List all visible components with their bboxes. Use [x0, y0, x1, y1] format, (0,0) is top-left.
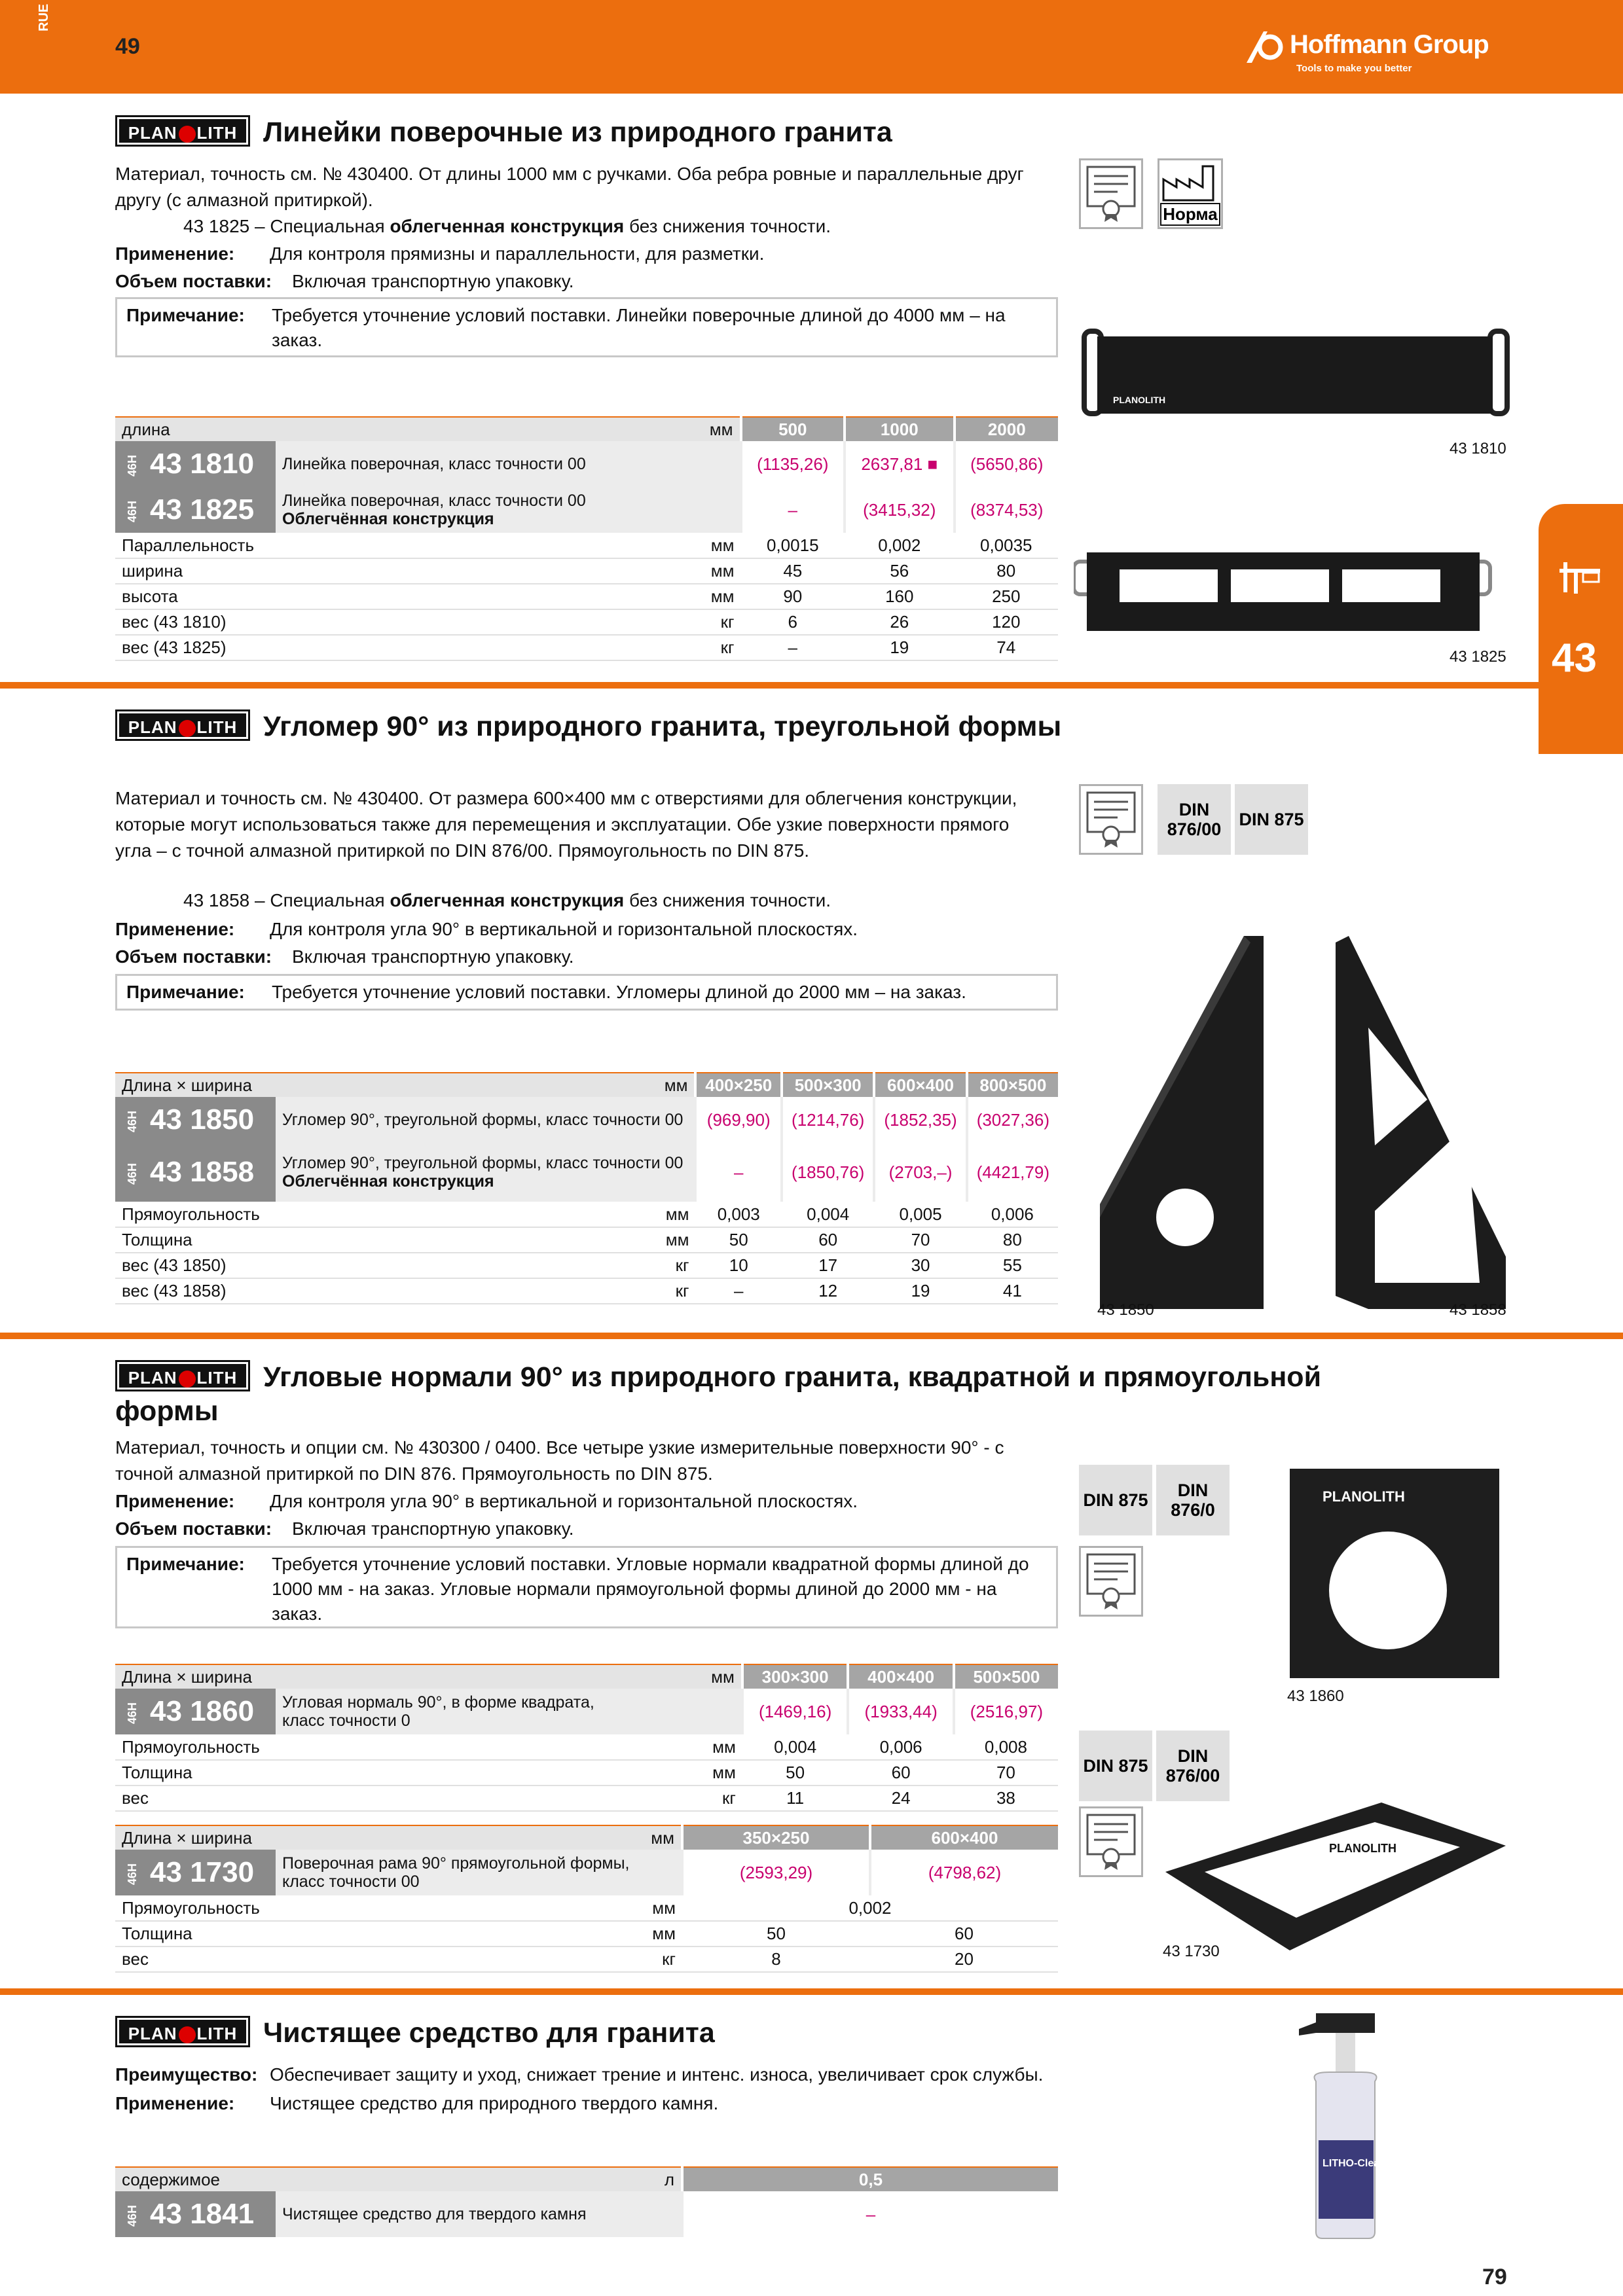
spec-value: 50 [742, 1760, 848, 1785]
price-cell[interactable]: – [682, 2191, 1058, 2237]
product-desc [276, 1689, 742, 1734]
section-3-use [115, 1488, 858, 1515]
article-number: 43 1860 [150, 1695, 255, 1727]
spec-label: вес [115, 1946, 591, 1972]
section-1-note [115, 297, 1058, 357]
article-cell[interactable] [115, 1689, 276, 1734]
section-divider [0, 1988, 1623, 1995]
section-divider [0, 1333, 1623, 1339]
supply-text: Включая транспортную упаковку. [292, 1518, 574, 1539]
section-2-note [115, 974, 1058, 1011]
spec-unit: мм [649, 558, 741, 584]
spec-unit: кг [591, 1946, 682, 1972]
size-col: 2000 [955, 417, 1058, 441]
article-cell[interactable] [115, 2191, 276, 2237]
header-unit: мм [591, 1825, 682, 1850]
advantage-label: Преимущество: [115, 2064, 258, 2085]
din-badge: DIN 875 [1235, 784, 1308, 855]
spec-label: вес (43 1810) [115, 609, 649, 635]
size-col: 1000 [845, 417, 954, 441]
spec-row [115, 1734, 1058, 1760]
spec-label: Прямоугольность [115, 1734, 651, 1760]
frame-granite-image-431730 [1159, 1793, 1512, 1964]
product-code: 46H [126, 1702, 139, 1724]
spec-value: 24 [848, 1785, 953, 1811]
price-cell[interactable]: (2593,29) [682, 1850, 870, 1895]
size-col: 500×300 [782, 1073, 874, 1097]
image-caption: 43 1810 [1450, 440, 1506, 457]
price-cell[interactable]: (8374,53) [955, 487, 1058, 533]
product-row[interactable] [115, 441, 1058, 487]
spec-value: 38 [954, 1785, 1058, 1811]
spec-label: Толщина [115, 1921, 591, 1946]
section-2-intro: Материал и точность см. № 430400. От размера 600×400 мм с отверстиями для облегчения конструкции, которые могут использоваться также для перемещения и эксплуатации. Обе узкие поверхности прямого угла – с точной алмазной притиркой по DIN 876/00. Прямоугольность по DIN 875. [115, 788, 1017, 861]
product-desc-line2: класс точности 00 [282, 1873, 420, 1891]
article-number: 43 1841 [150, 2198, 255, 2230]
product-row[interactable] [115, 1689, 1058, 1734]
product-desc [276, 1143, 695, 1202]
spec-value: 120 [955, 609, 1058, 635]
article-cell[interactable] [115, 1097, 276, 1143]
spec-row [115, 1278, 1058, 1304]
price-cell[interactable]: – [695, 1143, 782, 1202]
spec-value: 70 [874, 1227, 966, 1253]
product-desc: Угломер 90°, треугольной формы, класс точности 00 [276, 1097, 695, 1143]
square-granite-image-431860 [1283, 1460, 1506, 1695]
spec-label: вес (43 1850) [115, 1253, 604, 1278]
spec-value: 70 [954, 1760, 1058, 1785]
use-label: Применение: [115, 2093, 235, 2113]
note-text: Требуется уточнение условий поставки. Линейки поверочные длиной до 4000 мм – на заказ. [272, 305, 1006, 350]
planolith-badge: PLAN LITH [115, 709, 250, 741]
planolith-badge: PLAN LITH [115, 1360, 250, 1391]
spec-value: 0,004 [742, 1734, 848, 1760]
article-number: 43 1810 [150, 448, 255, 480]
section-2-use [115, 916, 858, 942]
spec-value: 0,0035 [955, 533, 1058, 558]
din-badge: DIN 876/0 [1156, 1465, 1230, 1535]
price-cell[interactable]: (3027,36) [967, 1097, 1058, 1143]
factory-norm-icon [1158, 158, 1223, 229]
price-cell[interactable]: (1850,76) [782, 1143, 874, 1202]
section-3-table-1 [115, 1664, 1058, 1812]
product-row[interactable] [115, 1850, 1058, 1895]
use-label: Применение: [115, 1491, 235, 1511]
use-text: Для контроля угла 90° в вертикальной и горизонтальной плоскостях. [270, 919, 858, 939]
spec-value: 0,005 [874, 1202, 966, 1227]
spec-row [115, 1946, 1058, 1972]
note-label: Примечание: [126, 305, 245, 325]
note-text: Требуется уточнение условий поставки. Угломеры длиной до 2000 мм – на заказ. [272, 982, 966, 1002]
spec-value: 30 [874, 1253, 966, 1278]
spec-unit: мм [591, 1921, 682, 1946]
section-3-table-2 [115, 1825, 1058, 1973]
straight-edge-image-431810 [1074, 327, 1519, 425]
use-text: Для контроля угла 90° в вертикальной и горизонтальной плоскостях. [270, 1491, 858, 1511]
straight-edge-image-431825 [1074, 546, 1493, 637]
spec-value: – [741, 635, 845, 660]
spec-value: 50 [682, 1921, 870, 1946]
size-col: 0,5 [682, 2167, 1058, 2191]
spec-value: 0,006 [967, 1202, 1058, 1227]
chapter-number: 43 [1552, 636, 1597, 681]
section-2-heading [115, 709, 250, 741]
section-1-heading [115, 115, 250, 147]
article-cell[interactable] [115, 1143, 276, 1202]
supply-label: Объем поставки: [115, 946, 272, 967]
spec-value: 20 [870, 1946, 1058, 1972]
supply-label: Объем поставки: [115, 271, 272, 291]
spec-value: 60 [848, 1760, 953, 1785]
spec-value: 0,002 [682, 1895, 1058, 1921]
section-1-use [115, 241, 765, 267]
price-cell[interactable]: (1135,26) [741, 441, 845, 487]
planolith-badge: PLAN LITH [115, 115, 250, 147]
use-text: Для контроля прямизны и параллельности, для разметки. [270, 243, 765, 264]
table-header [115, 1664, 1058, 1689]
note-text: Требуется уточнение условий поставки. Угловые нормали квадратной формы длиной до 1000 мм - на заказ. Угловые нормали прямоугольной формы длиной до 2000 мм - на заказ. [272, 1554, 1029, 1624]
product-desc-line1: Линейка поверочная, класс точности 00 [282, 492, 586, 510]
spec-value: 0,002 [845, 533, 954, 558]
size-col: 500×500 [954, 1664, 1058, 1689]
section-divider [0, 682, 1623, 689]
spec-value: 19 [845, 635, 954, 660]
size-col: 400×400 [848, 1664, 953, 1689]
chapter-tab[interactable] [1539, 504, 1623, 754]
header-unit: мм [651, 1664, 742, 1689]
size-col: 600×400 [870, 1825, 1058, 1850]
spec-value: 56 [845, 558, 954, 584]
table-header [115, 1825, 1058, 1850]
header-unit: мм [649, 417, 741, 441]
spec-row [115, 635, 1058, 660]
spec-value: 6 [741, 609, 845, 635]
product-desc-line2: Облегчённая конструкция [282, 510, 494, 528]
din-badge: DIN 875 [1079, 1731, 1152, 1801]
product-code: 46H [126, 1110, 139, 1132]
product-desc: Линейка поверочная, класс точности 00 [276, 441, 741, 487]
spec-value: 50 [695, 1227, 782, 1253]
section-4-use [115, 2090, 719, 2117]
article-cell[interactable] [115, 441, 276, 487]
price-cell[interactable]: (1469,16) [742, 1689, 848, 1734]
hoffmann-logo-icon [1244, 29, 1286, 65]
price-cell[interactable]: (5650,86) [955, 441, 1058, 487]
spec-value: 55 [967, 1253, 1058, 1278]
section-2-special: 43 1858 – Специальная облегченная конструкция без снижения точности. [183, 890, 831, 910]
spec-unit: кг [651, 1785, 742, 1811]
use-label: Применение: [115, 243, 235, 264]
spec-value: 90 [741, 584, 845, 609]
spec-row [115, 1202, 1058, 1227]
side-code: RUE [37, 3, 51, 31]
section-4-advantage [115, 2062, 1044, 2088]
spec-value: – [695, 1278, 782, 1304]
spec-unit: мм [604, 1202, 695, 1227]
caliper-icon [1557, 560, 1603, 605]
size-col: 600×400 [874, 1073, 966, 1097]
price-cell[interactable]: (4798,62) [870, 1850, 1058, 1895]
section-3-intro: Материал, точность и опции см. № 430300 / 0400. Все четыре узкие измерительные поверхности 90° - с точной алмазной притиркой по DIN 876. Прямоугольность по DIN 875. [115, 1437, 1004, 1484]
article-cell[interactable] [115, 487, 276, 533]
spec-row [115, 1895, 1058, 1921]
spec-value: 17 [782, 1253, 874, 1278]
din-badge: DIN 876/00 [1156, 1731, 1230, 1801]
spec-value: 80 [955, 558, 1058, 584]
din-badge: DIN 875 [1079, 1465, 1152, 1535]
size-col: 500 [741, 417, 845, 441]
article-cell[interactable] [115, 1850, 276, 1895]
spec-value: 11 [742, 1785, 848, 1811]
spec-row [115, 1921, 1058, 1946]
hoffmann-logo[interactable] [1244, 26, 1519, 79]
header-label: Длина × ширина [115, 1664, 651, 1689]
section-2-title: Угломер 90° из природного гранита, треугольной формы [263, 711, 1062, 742]
product-desc-line2: класс точности 0 [282, 1712, 410, 1730]
supply-text: Включая транспортную упаковку. [292, 946, 574, 967]
svg-text:PLANOLITH: PLANOLITH [1113, 395, 1166, 405]
product-code: 46H [126, 2204, 139, 2227]
page-number-top: 49 [115, 34, 140, 59]
spec-label: ширина [115, 558, 649, 584]
spec-unit: кг [604, 1278, 695, 1304]
spec-label: Параллельность [115, 533, 649, 558]
product-desc [276, 1850, 682, 1895]
svg-text:PLANOLITH: PLANOLITH [1322, 1488, 1405, 1505]
section-1-special: 43 1825 – Специальная облегченная конструкция без снижения точности. [183, 216, 831, 236]
spec-label: вес [115, 1785, 651, 1811]
spec-value: 19 [874, 1278, 966, 1304]
price-cell[interactable]: (2516,97) [954, 1689, 1058, 1734]
spec-unit: кг [604, 1253, 695, 1278]
section-3-title: Угловые нормали 90° из природного гранита, квадратной и прямоугольной формы [115, 1361, 1322, 1427]
spec-value: 12 [782, 1278, 874, 1304]
spec-value: 45 [741, 558, 845, 584]
spec-unit: мм [604, 1227, 695, 1253]
supply-label: Объем поставки: [115, 1518, 272, 1539]
image-caption: 43 1850 [1097, 1301, 1154, 1319]
spec-value: 74 [955, 635, 1058, 660]
product-desc-line1: Угломер 90°, треугольной формы, класс точности 00 [282, 1154, 684, 1172]
image-caption: 43 1730 [1163, 1943, 1220, 1960]
spec-value: 0,004 [782, 1202, 874, 1227]
header-unit: мм [604, 1073, 695, 1097]
table-header [115, 417, 1058, 441]
header-label: Длина × ширина [115, 1825, 591, 1850]
size-col: 800×500 [967, 1073, 1058, 1097]
section-3-supply [115, 1516, 574, 1542]
spec-unit: мм [591, 1895, 682, 1921]
price-cell[interactable]: (3415,32) [845, 487, 954, 533]
certificate-icon [1079, 158, 1143, 229]
product-desc-line1: Угловая нормаль 90°, в форме квадрата, [282, 1693, 594, 1712]
spec-value: 41 [967, 1278, 1058, 1304]
spec-value: 0,003 [695, 1202, 782, 1227]
spec-value: 60 [870, 1921, 1058, 1946]
advantage-text: Обеспечивает защиту и уход, снижает трение и интенс. износа, увеличивает срок службы. [270, 2064, 1044, 2085]
planolith-badge: PLAN LITH [115, 2016, 250, 2047]
spec-value: 0,0015 [741, 533, 845, 558]
price-cell[interactable]: (1933,44) [848, 1689, 953, 1734]
spec-value: 8 [682, 1946, 870, 1972]
certificate-icon [1079, 1546, 1143, 1617]
section-2-supply [115, 944, 574, 970]
price-cell[interactable]: (2703,–) [874, 1143, 966, 1202]
note-label: Примечание: [126, 982, 245, 1002]
product-row[interactable] [115, 1143, 1058, 1202]
spec-label: вес (43 1825) [115, 635, 649, 660]
header-label: содержимое [115, 2167, 591, 2191]
spec-unit: мм [651, 1734, 742, 1760]
din-badge: DIN 876/00 [1158, 784, 1231, 855]
spec-row [115, 558, 1058, 584]
header-unit: л [591, 2167, 682, 2191]
spec-value: 26 [845, 609, 954, 635]
brand-tagline: Tools to make you better [1296, 63, 1412, 74]
spec-label: высота [115, 584, 649, 609]
image-caption: 43 1858 [1450, 1301, 1506, 1319]
header-label: длина [115, 417, 649, 441]
section-4-heading [115, 2016, 250, 2047]
product-desc [276, 487, 741, 533]
brand-name: Hoffmann Group [1290, 30, 1489, 59]
header-label: Длина × ширина [115, 1073, 604, 1097]
image-caption: 43 1825 [1450, 648, 1506, 666]
price-cell[interactable]: (969,90) [695, 1097, 782, 1143]
spec-unit: кг [649, 609, 741, 635]
certificate-icon [1079, 1806, 1143, 1877]
spec-unit: кг [649, 635, 741, 660]
supply-text: Включая транспортную упаковку. [292, 271, 574, 291]
size-col: 300×300 [742, 1664, 848, 1689]
spec-label: Прямоугольность [115, 1202, 604, 1227]
spec-row [115, 609, 1058, 635]
section-3-note [115, 1546, 1058, 1628]
product-desc: Чистящее средство для твердого камня [276, 2191, 682, 2237]
spec-value: 80 [967, 1227, 1058, 1253]
spec-row [115, 533, 1058, 558]
spec-value: 10 [695, 1253, 782, 1278]
product-row[interactable] [115, 1097, 1058, 1143]
section-1-table [115, 416, 1058, 661]
article-number: 43 1730 [150, 1856, 255, 1888]
article-number: 43 1825 [150, 493, 255, 526]
bottle-label: LITHO-Clean [1322, 2158, 1386, 2169]
product-desc-line1: Поверочная рама 90° прямоугольной формы, [282, 1854, 630, 1873]
product-code: 46H [126, 1863, 139, 1885]
product-row[interactable] [115, 487, 1058, 533]
spec-row [115, 1253, 1058, 1278]
spec-row [115, 1227, 1058, 1253]
product-code: 46H [126, 454, 139, 476]
triangle-square-images [1087, 929, 1519, 1322]
use-text: Чистящее средство для природного твердого камня. [270, 2093, 719, 2113]
spec-row [115, 1785, 1058, 1811]
page-number-bottom: 79 [1482, 2265, 1507, 2289]
spec-unit: мм [649, 584, 741, 609]
table-header [115, 1073, 1058, 1097]
section-4-table [115, 2166, 1058, 2237]
spec-value: 250 [955, 584, 1058, 609]
price-cell[interactable]: (4421,79) [967, 1143, 1058, 1202]
section-2-table [115, 1072, 1058, 1304]
image-caption: 43 1860 [1287, 1687, 1344, 1705]
section-4-title: Чистящее средство для гранита [263, 2017, 715, 2049]
price-cell[interactable]: – [741, 487, 845, 533]
spec-label: Толщина [115, 1227, 604, 1253]
svg-text:PLANOLITH: PLANOLITH [1329, 1842, 1396, 1855]
note-label: Примечание: [126, 1554, 245, 1574]
price-cell[interactable]: 2637,81 ■ [845, 441, 954, 487]
spec-value: 0,006 [848, 1734, 953, 1760]
table-header [115, 2167, 1058, 2191]
size-col: 350×250 [682, 1825, 870, 1850]
spec-label: Толщина [115, 1760, 651, 1785]
spec-label: Прямоугольность [115, 1895, 591, 1921]
product-desc-line2: Облегчённая конструкция [282, 1172, 494, 1191]
spec-row [115, 1760, 1058, 1785]
price-cell[interactable]: (1214,76) [782, 1097, 874, 1143]
product-code: 46H [126, 500, 139, 522]
price-cell[interactable]: (1852,35) [874, 1097, 966, 1143]
section-1-title: Линейки поверочные из природного гранита [263, 117, 892, 148]
spec-unit: мм [651, 1760, 742, 1785]
spec-value: 160 [845, 584, 954, 609]
use-label: Применение: [115, 919, 235, 939]
product-code: 46H [126, 1162, 139, 1185]
product-row[interactable] [115, 2191, 1058, 2237]
cleaner-bottle-image [1290, 2009, 1408, 2245]
size-col: 400×250 [695, 1073, 782, 1097]
spec-row [115, 584, 1058, 609]
norm-label: Норма [1160, 203, 1220, 226]
certificate-icon [1079, 784, 1143, 855]
article-number: 43 1858 [150, 1156, 255, 1188]
article-number: 43 1850 [150, 1103, 255, 1136]
spec-value: 60 [782, 1227, 874, 1253]
spec-value: 0,008 [954, 1734, 1058, 1760]
section-1-supply [115, 268, 574, 295]
section-1-intro: Материал, точность см. № 430400. От длины 1000 мм с ручками. Оба ребра ровные и параллельные друг другу (с алмазной притиркой). [115, 164, 1024, 210]
spec-label: вес (43 1858) [115, 1278, 604, 1304]
spec-unit: мм [649, 533, 741, 558]
